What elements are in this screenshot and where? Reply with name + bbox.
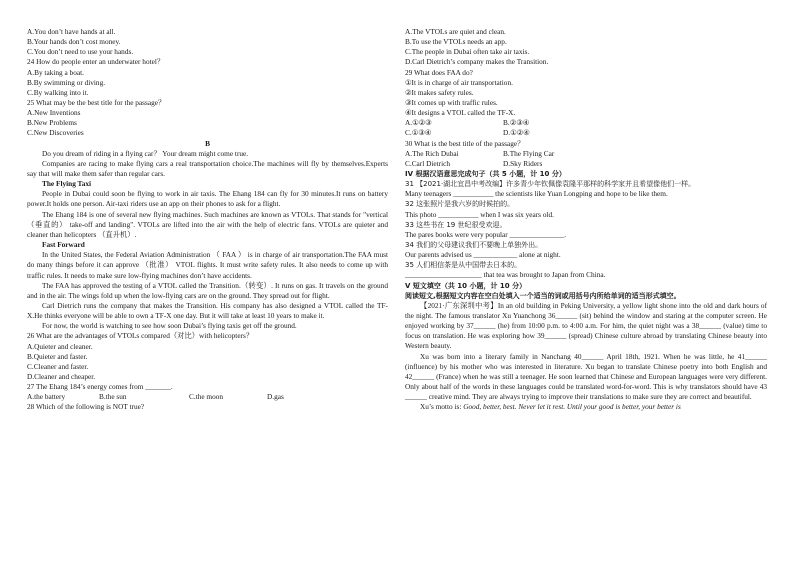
q29-item-3: ③It comes up with traffic rules.: [405, 97, 498, 107]
q32-chinese: 32 这张照片是我六岁的时候拍的。: [405, 200, 515, 209]
paragraph-transition: The FAA has approved the testing of a VTOL called the Transition.（转变）. It runs on gas. It travels on the ground and in the air. The wings fold up when the low-flying cars are on the ground. They spread out for flight.: [27, 280, 388, 300]
q29-options-cd: [405, 128, 767, 138]
q29-item-4: ④It designs a VTOL called the TF-X.: [405, 108, 516, 118]
left-column: [27, 27, 388, 413]
q31-english: Many teenagers ___________ the scientists like Yuan Longping and hope to be like them.: [405, 189, 668, 199]
q25-option-b: B.New Problems: [27, 118, 77, 128]
q28-question: 28 Which of the following is NOT true?: [27, 402, 145, 412]
cloze-paragraph-3: [405, 402, 767, 412]
q29-option-d: D.①②④: [503, 128, 530, 138]
passage-intro-2: Companies are racing to make flying cars a real transportation choice.The machines will fly by themselves.Experts say that will make them safer than regular cars.: [27, 158, 388, 178]
q32-english: This photo ___________ when I was six years old.: [405, 209, 554, 219]
subheading-fast-forward: Fast Forward: [42, 240, 85, 250]
q30-options-ab: [405, 149, 767, 159]
q30-option-a: A.The Rich Dubai: [405, 148, 459, 158]
section-iv-heading: IV 根据汉语意思完成句子（共 5 小题，计 10 分）: [405, 169, 566, 178]
paragraph-faa: In the United States, the Federal Aviation Administration （ FAA ） is in charge of air transportation.The FAA must do many things before it can approve （批准） VTOL flights. It must write safety rules. It also needs to come up with traffic rules. It needs to make sure low-flying machines don’t have accidents.: [27, 250, 388, 280]
passage-intro-1: Do you dream of riding in a flying car？ Your dream might come true.: [42, 148, 249, 158]
q23-option-c: C.You don’t need to use your hands.: [27, 47, 134, 57]
q31-chinese: 31 【2021·湖北宜昌中考改编】许多青少年钦佩像袁隆平那样的科学家并且希望像他们一样。: [405, 180, 696, 189]
q23-option-a: A.You don’t have hands at all.: [27, 27, 116, 36]
q29-option-a: A.①②③: [405, 118, 432, 128]
q27-question: 27 The Ehang 184’s energy comes from _______.: [27, 382, 173, 392]
q24-option-c: C.By walking into it.: [27, 87, 89, 97]
q24-option-b: B.By swimming or diving.: [27, 77, 106, 87]
q30-question: 30 What is the best title of the passage？: [405, 138, 525, 148]
q30-option-b: B.The Flying Car: [503, 148, 555, 158]
q28-option-c: C.The people in Dubai often take air taxis.: [405, 47, 530, 57]
q29-item-2: ②It makes safety rules.: [405, 87, 474, 97]
q34-chinese: 34 我们的父母建议我们不要晚上单独外出。: [405, 240, 543, 249]
cloze-paragraph-2: Xu was born into a literary family in Nanchang 40______ April 18th, 1921. When he was little, he 41______ (influence) by his mother who was interested in literature. Xu began to translate Chinese poetry into both English and 42______ (France) when he was still a teenager. He soon learned that Chinese and European languages were very different. Only about half of the words in these languages could be translated word-for-word. This is why translators should have 43 ______ creative mind. They are always trying to improve their translations to make sure they are correct and beautiful.: [405, 351, 767, 402]
q29-option-b: B.②③④: [503, 118, 530, 128]
paragraph-dubai: People in Dubai could soon be flying to work in air taxis. The Ehang 184 can fly for 30 minutes.It runs on battery power.It holds one person. Air-taxi riders use an app on their phones to ask for a flight.: [27, 189, 388, 209]
q35-chinese: 35 人们相信茶是从中国带去日本的。: [405, 261, 522, 270]
q30-option-d: D.Sky Riders: [503, 158, 543, 168]
q26-question: 26 What are the advantages of VTOLs compared（对比）with helicopters？: [27, 331, 254, 341]
q26-option-c: C.Cleaner and faster.: [27, 361, 89, 371]
q24-question: 24 How do people enter an underwater hotel？: [27, 57, 165, 67]
cloze-paragraph-1: 【2021·广东深圳中考】In an old building in Peking University, a yellow light shone into the old and dark hours of the night. The famous translator Xu Yuanchong 36______ (sit) behind the window and staring at the computer screen. He enjoyed working by 37______ (he) from 10:00 p.m. to 4:00 a.m. For him, the quiet night was a 38______ (value) time to focus on translation. He was exploring how 39______ (spread) Chinese culture abroad by translating Chinese beauty into Western beauty.: [405, 300, 767, 351]
q28-option-a: A.The VTOLs are quiet and clean.: [405, 27, 506, 36]
q27-option-c: C.the moon: [189, 392, 224, 402]
q28-option-d: D.Carl Dietrich’s company makes the Transition.: [405, 57, 549, 67]
q25-option-c: C.New Discoveries: [27, 128, 84, 138]
q24-option-a: A.By taking a boat.: [27, 67, 84, 77]
q29-option-c: C.①③④: [405, 128, 432, 138]
q26-option-a: A.Quieter and cleaner.: [27, 341, 93, 351]
q29-options-ab: [405, 118, 767, 128]
q26-option-d: D.Cleaner and cheaper.: [27, 372, 96, 381]
paragraph-vtols: The Ehang 184 is one of several new flying machines. Such machines are known as VTOLs. That stands for "vertical （垂直的） take-off and landing". VTOLs are lifted into the air with the help of electric fans. VTOLs are quieter and cleaner than helicopters （直升机）.: [27, 209, 388, 239]
q27-option-d: D.gas: [267, 392, 284, 402]
q27-options: [27, 392, 388, 402]
q29-item-1: ①It is in charge of air transportation.: [405, 77, 513, 87]
passage-b-heading: B: [205, 138, 210, 148]
section-v-heading: V 短文填空（共 10 小题，计 10 分）: [405, 281, 527, 290]
q23-option-b: B.Your hands don’t cost money.: [27, 37, 121, 47]
section-v-instructions: 阅读短文,根据短文内容在空白处填入一个适当的词或用括号内所给单词的适当形式填空。: [405, 291, 681, 300]
q33-english: The pares books were very popular _______________.: [405, 229, 567, 239]
q28-option-b: B.To use the VTOLs needs an app.: [405, 37, 507, 47]
q30-options-cd: [405, 159, 767, 169]
paragraph-carl-dietrich: Carl Dietrich runs the company that makes the Transition. His company has also designed a VTOL called the TF-X.He thinks everyone will be able to own a TF-X one day. But it will take at least 10 years to make it.: [27, 300, 388, 321]
q26-option-b: B.Quieter and faster.: [27, 351, 88, 361]
right-column: [405, 27, 767, 413]
q34-english: Our parents advised us ____________ alone at night.: [405, 250, 561, 260]
q25-option-a: A.New Inventions: [27, 108, 81, 118]
q27-option-a: A.the battery: [27, 392, 66, 402]
q33-chinese: 33 这些书在 19 世纪很受欢迎。: [405, 220, 507, 229]
motto-lead: Xu’s motto is:: [420, 402, 464, 412]
q30-option-c: C.Carl Dietrich: [405, 158, 450, 168]
motto-text: Good, better, best. Never let it rest. Until your good is better, your better is: [463, 402, 681, 412]
subheading-flying-taxi: The Flying Taxi: [42, 179, 92, 189]
q27-option-b: B.the sun: [99, 392, 127, 402]
q35-english: _____________________ that tea was brought to Japan from China.: [405, 270, 606, 280]
q29-question: 29 What does FAA do?: [405, 67, 473, 77]
q25-question: 25 What may be the best title for the passage？: [27, 97, 166, 107]
paragraph-conclusion: For now, the world is watching to see how soon Dubai’s flying taxis get off the ground.: [42, 321, 297, 331]
